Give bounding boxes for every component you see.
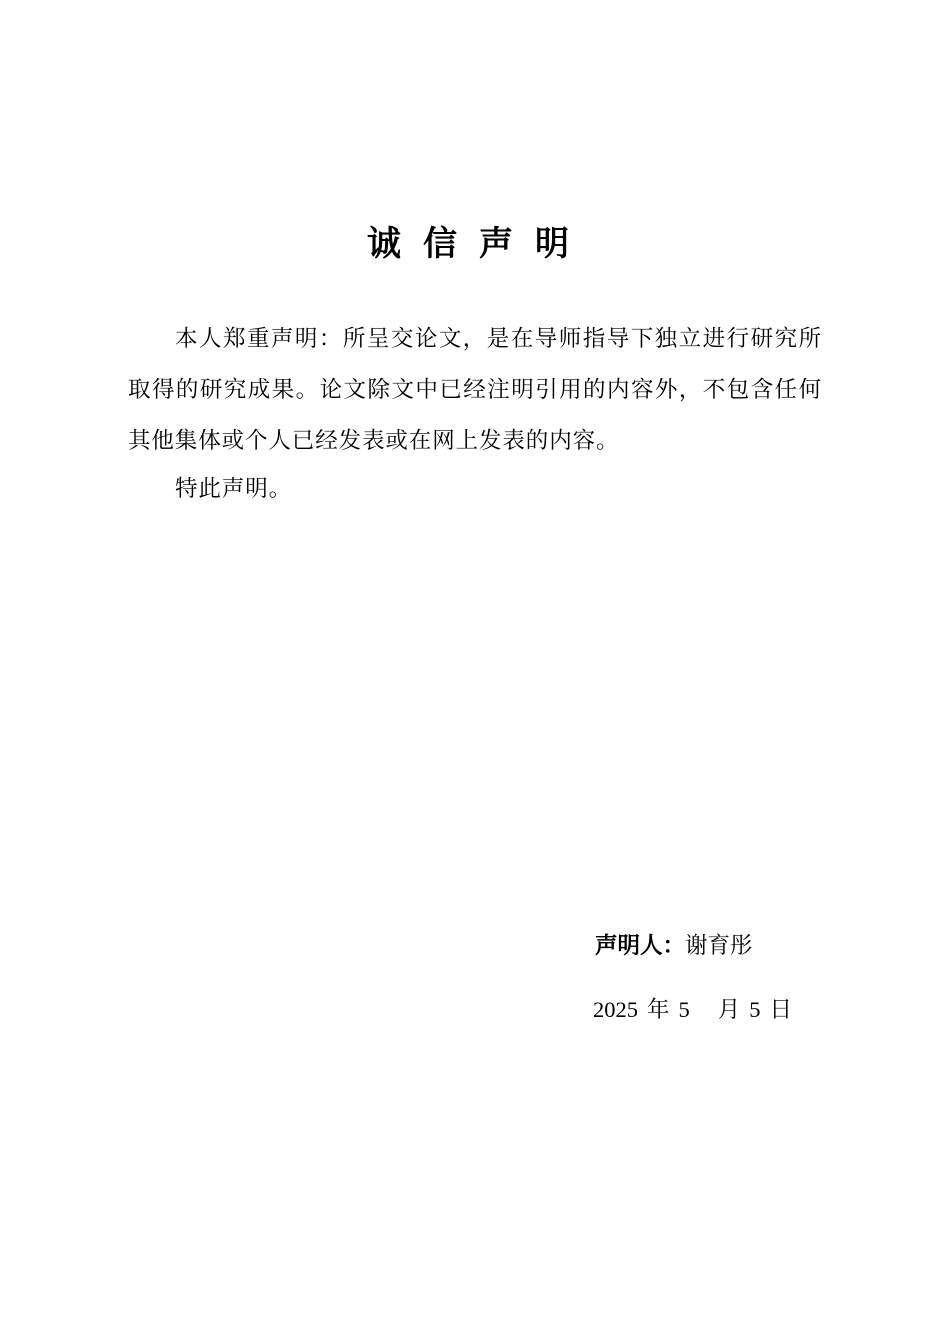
date-day: 5	[749, 997, 761, 1022]
signature-line	[595, 926, 753, 966]
declaration-paragraph: 本人郑重声明：所呈交论文，是在导师指导下独立进行研究所取得的研究成果。论文除文中已经注明引用的内容外，不包含任何其他集体或个人已经发表或在网上发表的内容。	[128, 326, 822, 454]
date-month-unit: 月	[717, 997, 741, 1022]
signer-label: 声明人：	[595, 933, 686, 959]
date-day-unit: 日	[769, 997, 793, 1022]
closing-line: 特此声明。	[175, 476, 293, 502]
date-year: 2025	[593, 997, 638, 1022]
date-month: 5	[678, 997, 690, 1022]
signature-date	[593, 990, 792, 1030]
date-year-unit: 年	[647, 997, 670, 1022]
signer-name: 谢育彤	[685, 933, 753, 959]
page-title: 诚信声明	[367, 224, 591, 264]
